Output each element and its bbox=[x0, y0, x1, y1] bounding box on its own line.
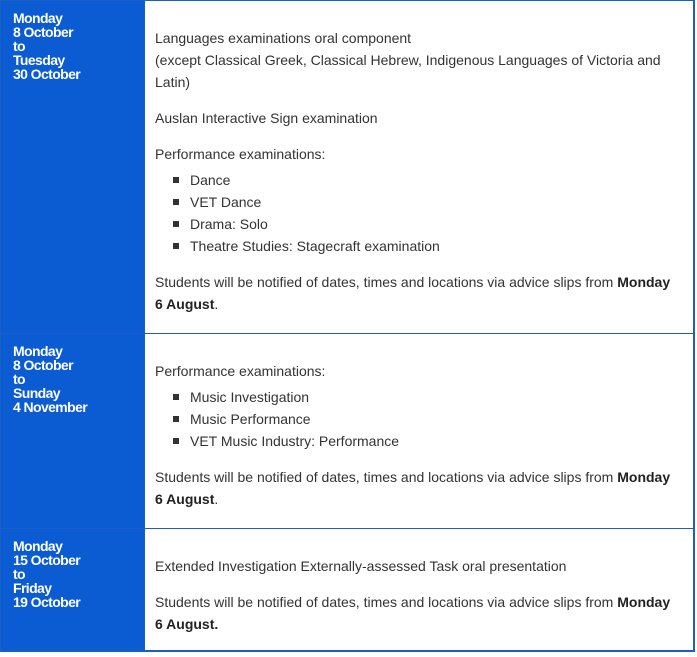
date-line: Sunday bbox=[13, 385, 60, 401]
details-cell bbox=[144, 334, 693, 528]
notice-date: Monday 6 August bbox=[155, 274, 671, 312]
list-item: Music Performance bbox=[173, 408, 679, 430]
list-item: VET Dance bbox=[173, 191, 679, 213]
details-cell bbox=[144, 529, 693, 650]
date-cell bbox=[1, 334, 144, 528]
date-line: 15 October bbox=[13, 552, 81, 568]
date-line: 8 October bbox=[13, 24, 73, 40]
notice-date: Monday 6 August. bbox=[155, 594, 671, 632]
bullet-icon bbox=[173, 243, 179, 249]
exam-list bbox=[155, 386, 679, 452]
list-item: VET Music Industry: Performance bbox=[173, 430, 679, 452]
list-title: Performance examinations: bbox=[155, 146, 326, 162]
date-line: 19 October bbox=[13, 594, 81, 610]
date-cell bbox=[1, 1, 144, 333]
bullet-icon bbox=[173, 177, 179, 183]
bullet-icon bbox=[173, 221, 179, 227]
list-title: Performance examinations: bbox=[155, 363, 326, 379]
list-item: Music Investigation bbox=[173, 386, 679, 408]
date-line: to bbox=[13, 38, 26, 54]
bullet-icon bbox=[173, 438, 179, 444]
notice-date: Monday 6 August bbox=[155, 469, 671, 507]
schedule-row bbox=[1, 1, 693, 334]
exam-heading: Languages examinations oral component bbox=[155, 30, 412, 46]
bullet-icon bbox=[173, 199, 179, 205]
date-line: Monday bbox=[13, 343, 63, 359]
exam-heading-note: (except Classical Greek, Classical Hebrew, Indigenous Languages of Victoria and Latin) bbox=[155, 52, 661, 90]
date-line: Monday bbox=[13, 538, 63, 554]
date-line: Tuesday bbox=[13, 52, 65, 68]
schedule-row bbox=[1, 529, 693, 651]
date-line: to bbox=[13, 566, 26, 582]
date-line: Monday bbox=[13, 10, 63, 26]
list-item: Theatre Studies: Stagecraft examination bbox=[173, 235, 679, 257]
details-cell bbox=[144, 1, 693, 333]
date-line: to bbox=[13, 371, 26, 387]
exam-heading: Extended Investigation Externally-assessed Task oral presentation bbox=[155, 558, 567, 574]
date-line: 4 November bbox=[13, 399, 88, 415]
notice-text: Students will be notified of dates, times and locations via advice slips from Monday 6 August. bbox=[155, 594, 671, 632]
notice-text: Students will be notified of dates, times and locations via advice slips from Monday 6 August. bbox=[155, 469, 671, 507]
bullet-icon bbox=[173, 416, 179, 422]
date-line: Friday bbox=[13, 580, 52, 596]
notice-text: Students will be notified of dates, times and locations via advice slips from Monday 6 August. bbox=[155, 274, 671, 312]
date-line: 8 October bbox=[13, 357, 73, 373]
date-cell bbox=[1, 529, 144, 650]
list-item: Dance bbox=[173, 169, 679, 191]
date-line: 30 October bbox=[13, 66, 81, 82]
list-item: Drama: Solo bbox=[173, 213, 679, 235]
exam-list bbox=[155, 169, 679, 257]
exam-extra: Auslan Interactive Sign examination bbox=[155, 110, 378, 126]
bullet-icon bbox=[173, 394, 179, 400]
schedule-row bbox=[1, 334, 693, 529]
